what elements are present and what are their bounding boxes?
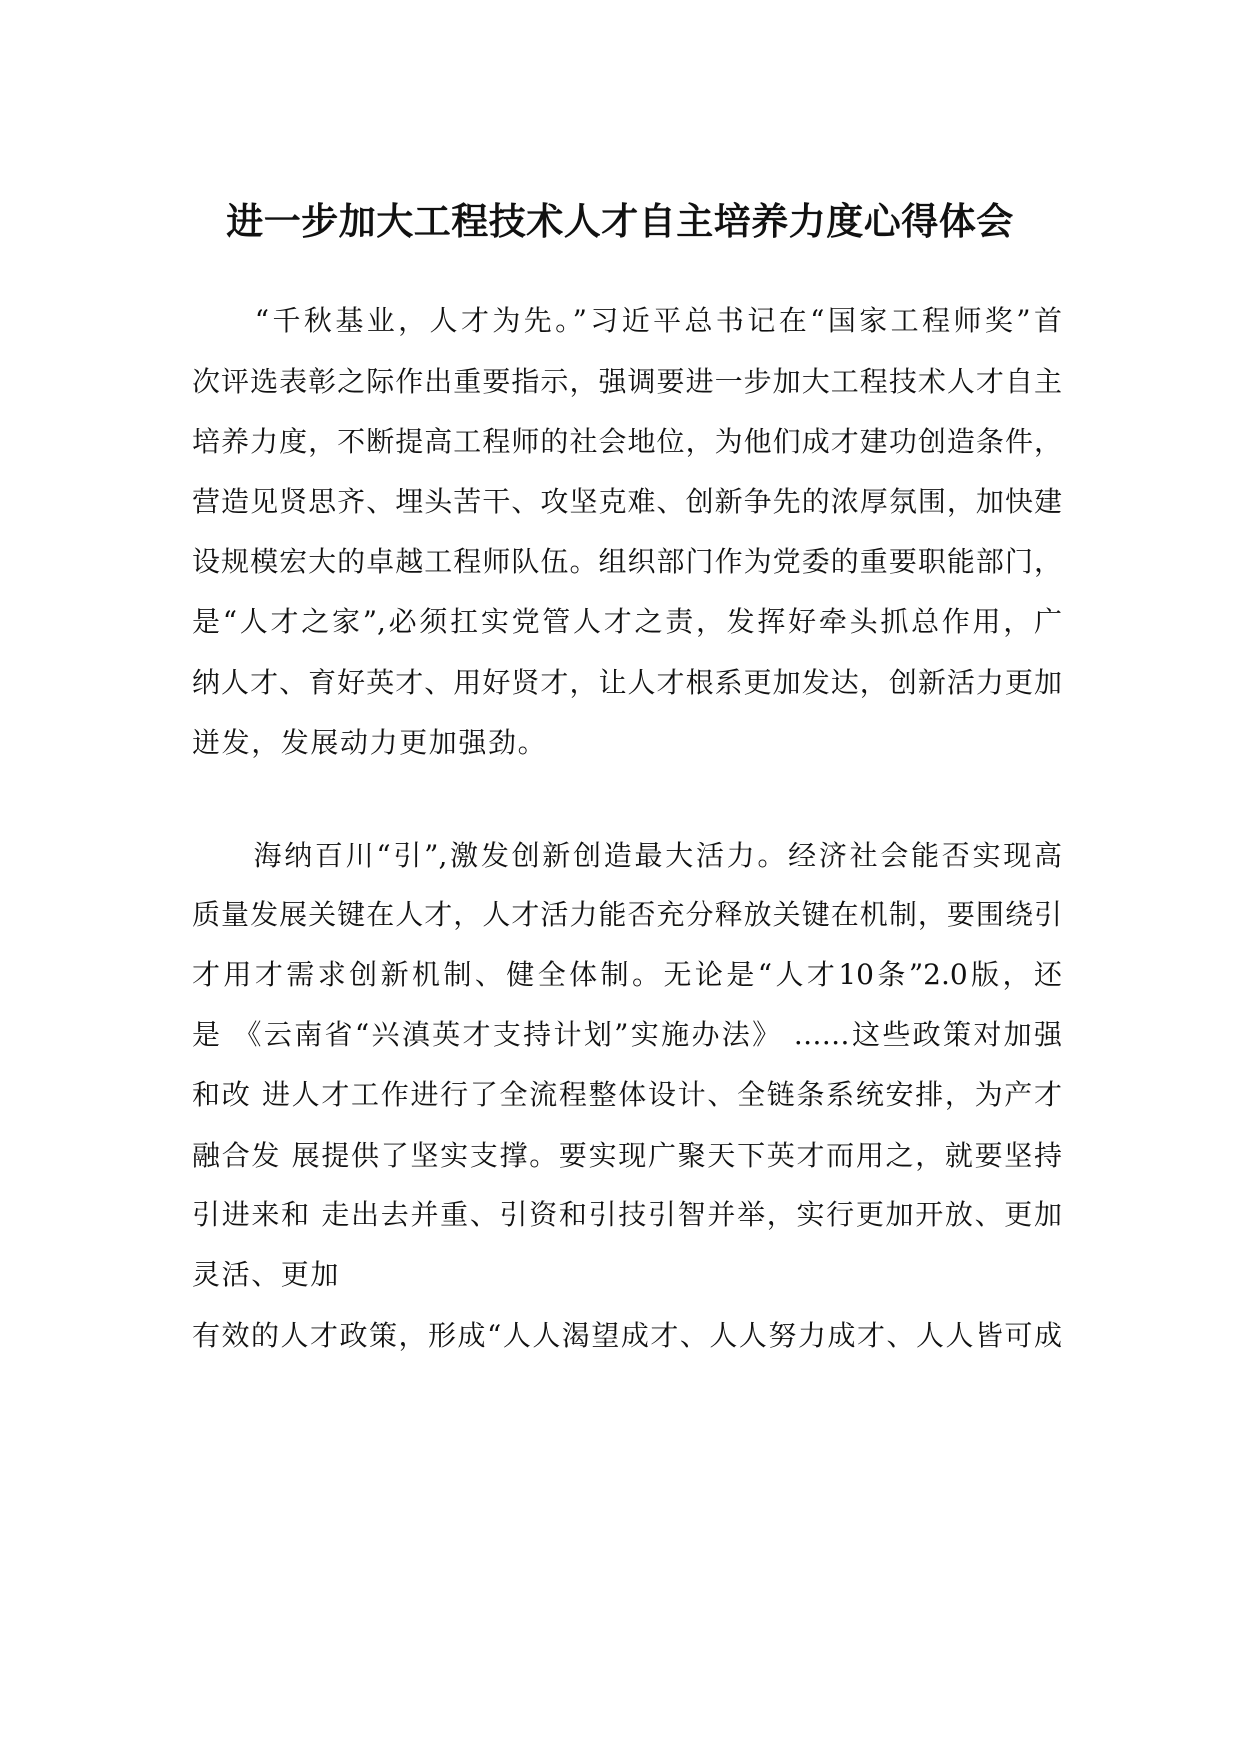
paragraph-line: 营造见贤思齐、埋头苦干、攻坚克难、创新争先的浓厚氛围，加快建 [192,485,1062,518]
paragraph-line: 灵活、更加 [192,1258,341,1291]
paragraph-line: 纳人才、育好英才、用好贤才，让人才根系更加发达，创新活力更加 [192,666,1062,699]
paragraph-line: 是“人才之家”,必须扛实党管人才之责，发挥好牵头抓总作用，广 [192,605,1062,638]
paragraph-line: 才用才需求创新机制、健全体制。无论是“人才10条”2.0版，还 [192,958,1062,991]
paragraph-line: 是 《云南省“兴滇英才支持计划”实施办法》 ……这些政策对加强 [192,1018,1062,1051]
paragraph-line: 质量发展关键在人才，人才活力能否充分释放关键在机制，要围绕引 [192,898,1062,931]
paragraph-line: 引进来和 走出去并重、引资和引技引智并举，实行更加开放、更加 [192,1198,1062,1231]
document-title: 进一步加大工程技术人才自主培养力度心得体会 [226,200,1014,243]
paragraph-line: 次评选表彰之际作出重要指示，强调要进一步加大工程技术人才自主 [192,365,1062,398]
paragraph-line: “千秋基业，人才为先。”习近平总书记在“国家工程师奖”首 [192,304,1062,337]
paragraph-line: 有效的人才政策，形成“人人渴望成才、人人努力成才、人人皆可成 [192,1319,1062,1352]
paragraph-line: 培养力度，不断提高工程师的社会地位，为他们成才建功创造条件， [192,425,1062,458]
paragraph-line: 迸发，发展动力更加强劲。 [192,726,548,759]
paragraph-line: 海纳百川“引”,激发创新创造最大活力。经济社会能否实现高 [192,839,1062,872]
paragraph-line: 设规模宏大的卓越工程师队伍。组织部门作为党委的重要职能部门， [192,545,1062,578]
paragraph-line: 融合发 展提供了坚实支撑。要实现广聚天下英才而用之，就要坚持 [192,1139,1062,1172]
paragraph-line: 和改 进人才工作进行了全流程整体设计、全链条系统安排，为产才 [192,1078,1062,1111]
